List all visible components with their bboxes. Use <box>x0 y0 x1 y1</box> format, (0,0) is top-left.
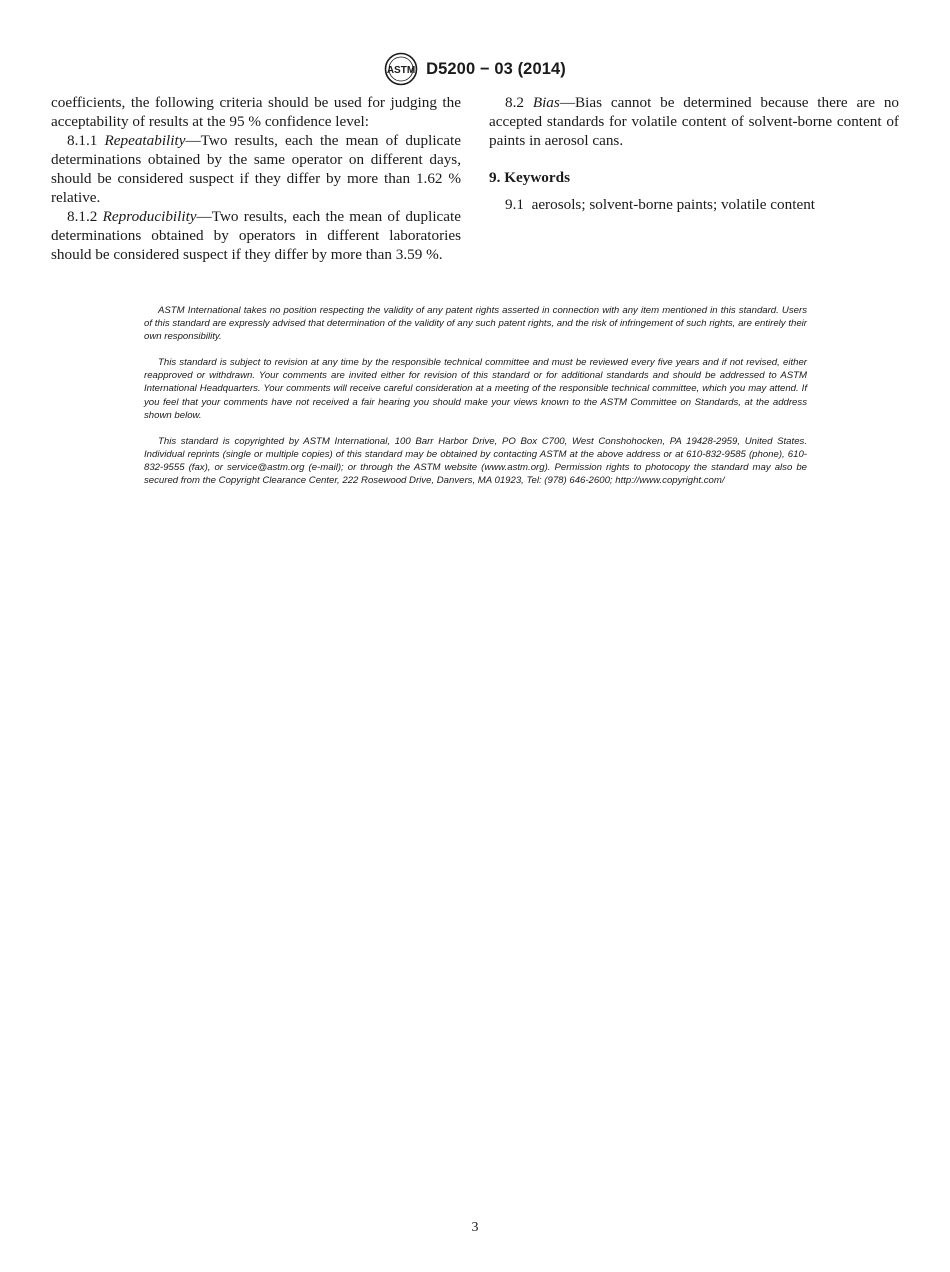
left-column <box>51 93 461 264</box>
section-8-1-1 <box>51 131 461 207</box>
section-9-1 <box>489 195 899 214</box>
section-number: 8.1.2 <box>67 208 98 225</box>
astm-logo-text: ASTM <box>386 65 416 76</box>
section-9-heading: 9. Keywords <box>489 169 570 186</box>
copyright-notice: This standard is copyrighted by ASTM International, 100 Barr Harbor Drive, PO Box C700, West Conshohocken, PA 19428-2959, United States. Individual reprints (single or multiple copies) of this standard may be obtained by contacting ASTM at the above address or at 610-832-9585 (phone), 610-832-9555 (fax), or service@astm.org (e-mail); or through the ASTM website (www.astm.org). Permission rights to photocopy the standard may also be secured from the Copyright Clearance Center, 222 Rosewood Drive, Danvers, MA 01923, Tel: (978) 646-2600; http://www.copyright.com/ <box>144 435 807 487</box>
section-number: 9.1 <box>505 196 524 213</box>
intro-paragraph: coefficients, the following criteria should be used for judging the acceptability of results at the 95 % confidence level: <box>51 94 461 130</box>
section-text: —Bias cannot be determined because there are no accepted standards for volatile content of solvent-borne content of paints in aerosol cans. <box>489 94 900 149</box>
section-number: 8.1.1 <box>67 132 98 149</box>
section-term: Repeatability <box>104 132 186 149</box>
section-term: Reproducibility <box>102 208 197 225</box>
legal-notices <box>144 304 807 500</box>
section-number: 8.2 <box>505 94 524 111</box>
page-number: 3 <box>471 1220 479 1235</box>
section-text: —Two results, each the mean of duplicate determinations obtained by the same operator on different days, should be considered suspect if they differ by more than 1.62 % relative. <box>51 132 461 206</box>
astm-logo-icon <box>384 52 418 86</box>
section-text: aerosols; solvent-borne paints; volatile content <box>531 196 816 213</box>
section-8-1-2 <box>51 207 461 264</box>
section-8-2 <box>489 93 899 150</box>
section-term: Bias <box>532 94 560 111</box>
patent-notice: ASTM International takes no position respecting the validity of any patent rights asserted in connection with any item mentioned in this standard. Users of this standard are expressly advised that determination of the validity of any such patent rights, and the risk of infringement of such rights, are entirely their own responsibility. <box>144 305 807 343</box>
revision-notice: This standard is subject to revision at any time by the responsible technical committee and must be reviewed every five years and if not revised, either reapproved or withdrawn. Your comments are invited either for revision of this standard or for additional standards and should be addressed to ASTM International Headquarters. Your comments will receive careful consideration at a meeting of the responsible technical committee, which you may attend. If you feel that your comments have not received a fair hearing you should make your views known to the ASTM Committee on Standards, at the address shown below. <box>144 357 807 421</box>
page-header <box>0 52 950 86</box>
right-column <box>489 93 899 214</box>
standard-designation: D5200 − 03 (2014) <box>426 59 566 78</box>
section-text: —Two results, each the mean of duplicate determinations obtained by operators in different laboratories should be considered suspect if they differ by more than 3.59 %. <box>51 208 461 263</box>
